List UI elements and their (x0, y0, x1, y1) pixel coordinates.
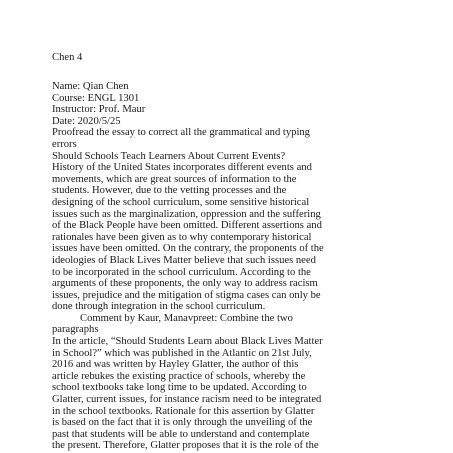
text-line: issues, prejudice and the mitigation of stigma cases can only be (52, 289, 321, 301)
text-line: of the Black People have been omitted. Different assertions and (52, 220, 322, 232)
date-line: Date: 2020/5/25 (52, 115, 121, 127)
body-paragraph-1 (52, 127, 432, 452)
heading-block (52, 81, 432, 127)
text-line: in School?” which was published in the Atlantic on 21st July, (52, 347, 312, 359)
text-line: Proofread the essay to correct all the grammatical and typing (52, 127, 310, 139)
instructor-line: Instructor: Prof. Maur (52, 104, 146, 116)
text-line: Glatter, current issues, for instance racism need to be integrated (52, 394, 322, 406)
text-line: school textbooks take long time to be updated. According to (52, 382, 307, 394)
essay-title: Should Schools Teach Learners About Current Events? (52, 150, 286, 162)
text-line: the present. Therefore, Glatter proposes that it is the role of the (52, 440, 319, 452)
student-name: Name: Qian Chen (52, 81, 129, 92)
text-line: past that students will be able to understand and contemplate (52, 428, 310, 440)
text-line: to be incorporated in the school curriculum. According to the (52, 266, 311, 278)
reviewer-comment-cont: paragraphs (52, 324, 99, 336)
text-line: ideologies of Black Lives Matter believe that such issues need (52, 254, 316, 266)
text-line: is based on the fact that it is only through the unveiling of the (52, 417, 313, 429)
text-line: designing of the school curriculum, some sensitive historical (52, 196, 310, 208)
text-line: article rebukes the existing practice of schools, whereby the (52, 370, 306, 382)
text-line: movements, which are great sources of information to the (52, 173, 297, 185)
text-line: issues have been omitted. On the contrary, the proponents of the (52, 243, 324, 255)
text-line: 2016 and was written by Hayley Glatter, the author of this (52, 359, 299, 371)
text-line: issues such as the marginalization, oppression and the suffering (52, 208, 321, 220)
text-line: done through integration in the school curriculum. (52, 301, 266, 313)
reviewer-comment: Comment by Kaur, Manavpreet: Combine the two (80, 312, 293, 324)
text-line: in the school textbooks. Rationale for this assertion by Glatter (52, 405, 315, 417)
course-line: Course: ENGL 1301 (52, 92, 140, 104)
text-line: rationales have been given as to why contemporary historical (52, 231, 312, 243)
text-line: In the article, “Should Students Learn about Black Lives Matter (52, 336, 323, 348)
text-line: arguments of these proponents, the only way to address racism (52, 278, 318, 290)
text-line: History of the United States incorporates different events and (52, 162, 312, 174)
text-line: students. However, due to the vetting processes and the (52, 185, 287, 197)
running-head: Chen 4 (52, 52, 83, 63)
text-line: errors (52, 138, 77, 150)
